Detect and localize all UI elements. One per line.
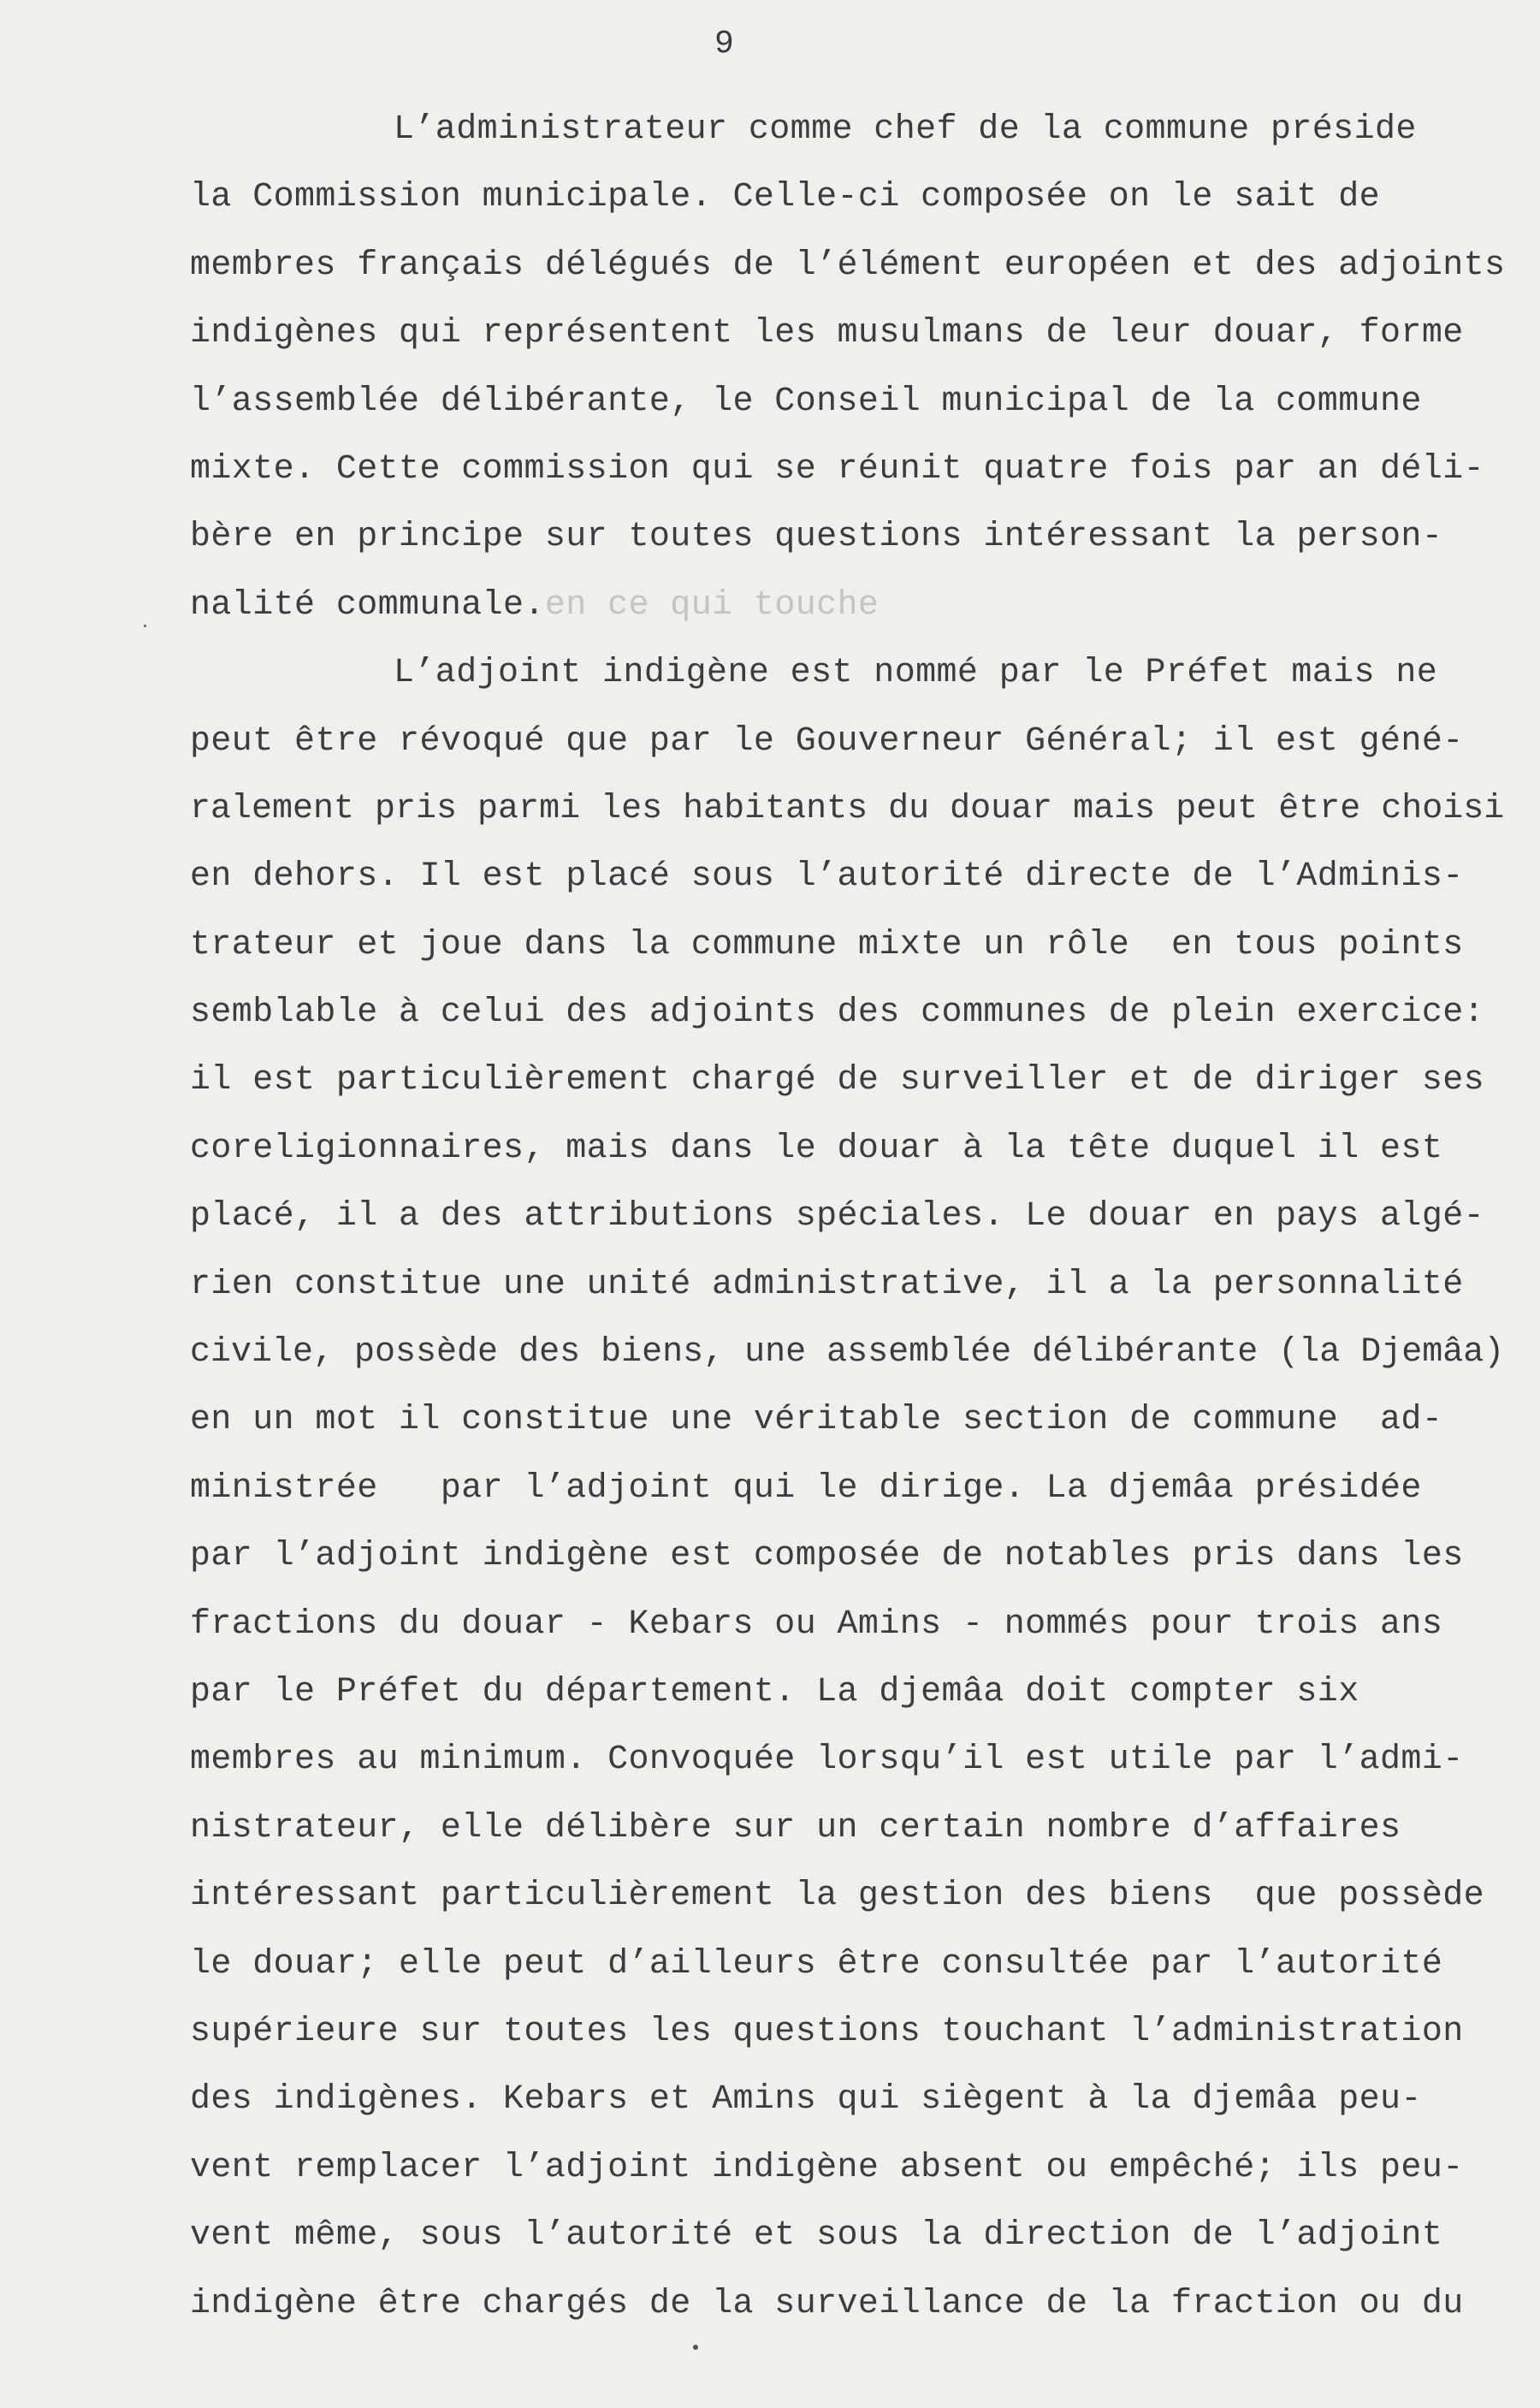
- text-line: membres au minimum. Convoquée lorsqu’il est utile par l’admi-: [190, 1741, 1464, 1780]
- text-line: des indigènes. Kebars et Amins qui siègent à la djemâa peu-: [190, 2080, 1422, 2120]
- text-line: indigènes qui représentent les musulmans de leur douar, forme: [190, 314, 1464, 353]
- text-line: civile, possède des biens, une assemblée délibérante (la Djemâa): [190, 1333, 1505, 1373]
- text-line: ralement pris parmi les habitants du douar mais peut être choisi: [190, 789, 1505, 828]
- text-line: par l’adjoint indigène est composée de notables pris dans les: [190, 1537, 1464, 1576]
- text-line: mixte. Cette commission qui se réunit quatre fois par an déli-: [190, 449, 1485, 489]
- text-line: nalité communale.: [190, 585, 545, 625]
- paper-speck: [144, 625, 146, 627]
- text-line: peut être révoqué que par le Gouverneur Général; il est géné-: [190, 721, 1464, 761]
- text-line: ministrée par l’adjoint qui le dirige. La djemâa présidée: [190, 1468, 1422, 1508]
- text-line: en dehors. Il est placé sous l’autorité directe de l’Adminis-: [190, 857, 1464, 897]
- text-line: rien constitue une unité administrative, il a la personnalité: [190, 1265, 1464, 1304]
- text-line: L’adjoint indigène est nommé par le Préfet mais ne: [394, 654, 1438, 693]
- text-line-with-erasure: [190, 572, 1525, 639]
- struck-out-text: en ce qui touche: [544, 585, 880, 625]
- page-number: 9: [714, 26, 734, 62]
- text-line: semblable à celui des adjoints des communes de plein exercice:: [190, 993, 1485, 1033]
- text-line: intéressant particulièrement la gestion des biens que possède: [190, 1877, 1485, 1916]
- text-line: nistrateur, elle délibère sur un certain nombre d’affaires: [190, 1808, 1401, 1848]
- paper-speck: [693, 2345, 698, 2350]
- text-line: supérieure sur toutes les questions touchant l’administration: [190, 2012, 1464, 2051]
- text-line: l’assemblée délibérante, le Conseil municipal de la commune: [190, 382, 1422, 421]
- text-line: membres français délégués de l’élément européen et des adjoints: [190, 246, 1506, 285]
- text-line: fractions du douar - Kebars ou Amins - nommés pour trois ans: [190, 1604, 1443, 1644]
- text-line: bère en principe sur toutes questions intéressant la person-: [190, 518, 1443, 557]
- text-line: il est particulièrement chargé de surveiller et de diriger ses: [190, 1061, 1485, 1100]
- text-line: L’administrateur comme chef de la commune préside: [394, 110, 1417, 149]
- text-line: trateur et joue dans la commune mixte un rôle en tous points: [190, 925, 1464, 964]
- text-line: indigène être chargés de la surveillance de la fraction ou du: [190, 2284, 1464, 2323]
- body-text: [190, 96, 1525, 2338]
- text-line: placé, il a des attributions spéciales. Le douar en pays algé-: [190, 1197, 1485, 1237]
- text-line: le douar; elle peut d’ailleurs être consultée par l’autorité: [190, 1944, 1443, 1984]
- text-line: vent même, sous l’autorité et sous la direction de l’adjoint: [190, 2216, 1443, 2256]
- text-line: en un mot il constitue une véritable section de commune ad-: [190, 1401, 1443, 1440]
- text-line: vent remplacer l’adjoint indigène absent ou empêché; ils peu-: [190, 2148, 1464, 2187]
- text-line: la Commission municipale. Celle-ci composée on le sait de: [190, 178, 1381, 217]
- text-line: par le Préfet du département. La djemâa doit compter six: [190, 1672, 1359, 1711]
- text-line: coreligionnaires, mais dans le douar à la tête duquel il est: [190, 1129, 1443, 1168]
